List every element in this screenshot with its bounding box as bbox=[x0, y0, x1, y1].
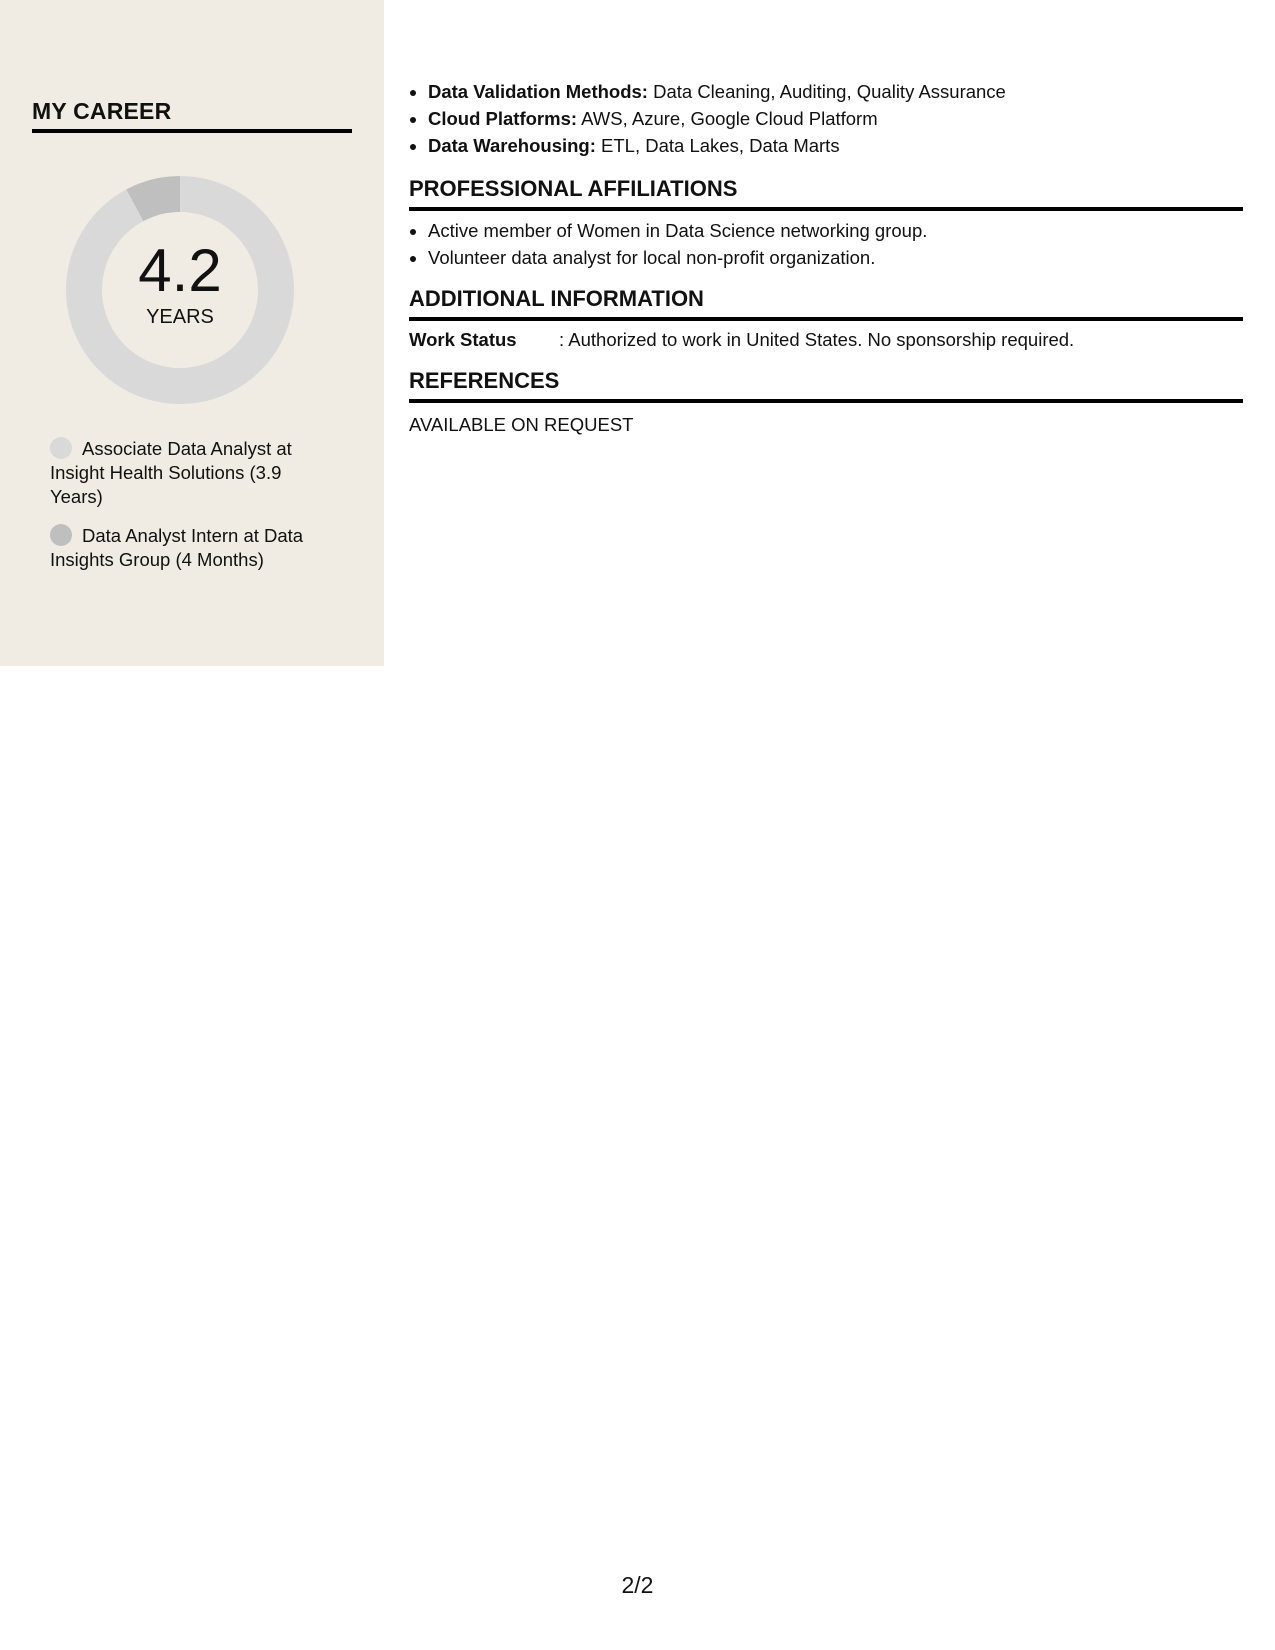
references-section-title: REFERENCES bbox=[409, 367, 1243, 403]
career-sidebar bbox=[0, 0, 384, 666]
work-status-row bbox=[409, 326, 1243, 353]
skill-item-data-validation bbox=[428, 78, 1243, 105]
legend-label: Data Analyst Intern at Data Insights Group (4 Months) bbox=[50, 525, 304, 570]
career-total-unit: YEARS bbox=[146, 306, 214, 328]
resume-main-column bbox=[409, 78, 1243, 438]
skill-value: ETL, Data Lakes, Data Marts bbox=[601, 135, 840, 156]
legend-dot-icon bbox=[50, 524, 72, 546]
skill-item-cloud-platforms bbox=[428, 105, 1243, 132]
work-status-value: : Authorized to work in United States. No sponsorship required. bbox=[559, 329, 1075, 350]
career-donut-chart bbox=[66, 176, 294, 404]
skill-value: Data Cleaning, Auditing, Quality Assurance bbox=[653, 81, 1006, 102]
skill-label: Cloud Platforms: bbox=[428, 108, 578, 129]
page-number: 2/2 bbox=[621, 1572, 654, 1598]
donut-center bbox=[66, 176, 294, 404]
affiliations-list bbox=[409, 217, 1243, 271]
work-status-label: Work Status bbox=[409, 329, 517, 350]
career-heading: MY CAREER bbox=[32, 98, 352, 133]
legend-dot-icon bbox=[50, 437, 72, 459]
legend-label: Associate Data Analyst at Insight Health Solutions (3.9 Years) bbox=[50, 438, 292, 507]
additional-info-section-title: ADDITIONAL INFORMATION bbox=[409, 285, 1243, 321]
skills-list bbox=[409, 78, 1243, 159]
affiliation-item: • Volunteer data analyst for local non-profit organization. bbox=[428, 244, 1243, 271]
skill-label: Data Warehousing: bbox=[428, 135, 596, 156]
affiliation-item: • Active member of Women in Data Science networking group. bbox=[428, 217, 1243, 244]
skill-value: AWS, Azure, Google Cloud Platform bbox=[581, 108, 878, 129]
career-legend bbox=[50, 437, 320, 587]
career-total-value: 4.2 bbox=[138, 237, 222, 304]
legend-item-associate-analyst bbox=[50, 437, 320, 509]
references-text: AVAILABLE ON REQUEST bbox=[409, 414, 634, 435]
skill-label: Data Validation Methods: bbox=[428, 81, 648, 102]
legend-item-intern bbox=[50, 524, 320, 572]
affiliations-section-title: PROFESSIONAL AFFILIATIONS bbox=[409, 175, 1243, 211]
skill-item-data-warehousing bbox=[428, 132, 1243, 159]
